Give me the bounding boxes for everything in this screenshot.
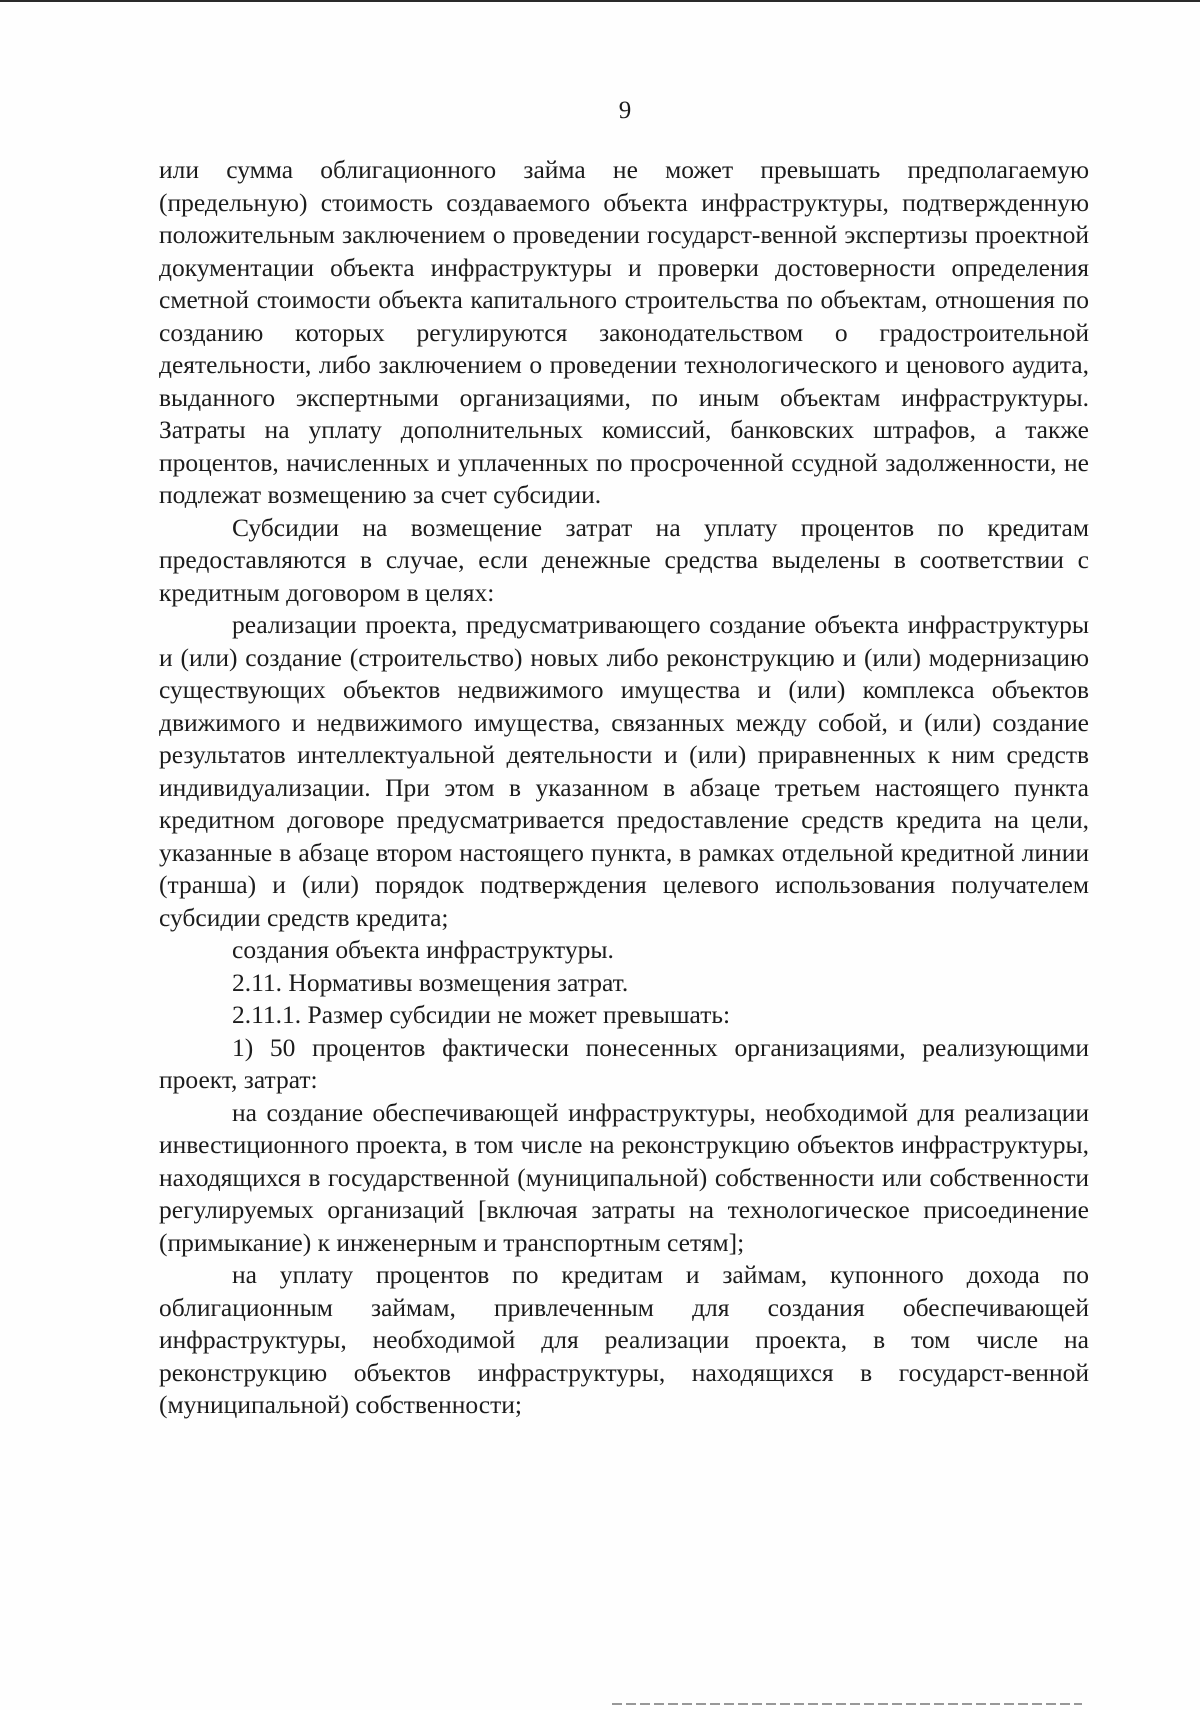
- top-edge-line: [0, 0, 1200, 2]
- paragraph-interest-payments: на уплату процентов по кредитам и займам, купонного дохода по облигационным займам, привлеченным для создания обеспечивающей инфраструктуры, необходимой для реализации проекта, в том числе на реконструкцию объектов инфраструктуры, находящихся в государст-венной (муниципальной) собственности;: [159, 1260, 1089, 1419]
- paragraph-interest-subsidy-conditions: Субсидии на возмещение затрат на уплату процентов по кредитам предоставляются в случае, если денежные средства выделены в соответствии с кредитным договором в целях:: [159, 512, 1089, 607]
- paragraph-bond-loan-limit: или сумма облигационного займа не может превышать предполагаемую (предельную) стоимость создаваемого объекта инфраструктуры, подтвержденную положительным заключением о проведении государст-венной экспертизы проектной документации объекта инфраструктуры и проверки достоверности определения сметной стоимости объекта капитального строительства по объектам, отношения по созданию которых регулируются законодательством о градостроительной деятельности, либо заключением о проведении технологического и ценового аудита, выданного экспертными организациями, по иным объектам инфраструктуры. Затраты на уплату дополнительных комиссий, банковских штрафов, а также процентов, начисленных и уплаченных по просроченной ссудной задолженности, не подлежат возмещению за счет субсидии.: [159, 155, 1089, 509]
- list-item-1: 1) 50 процентов фактически понесенных организациями, реализующими проект, затрат:: [159, 1032, 1089, 1094]
- section-heading-2-11: 2.11. Нормативы возмещения затрат.: [232, 967, 629, 997]
- section-heading-2-11-1: 2.11.1. Размер субсидии не может превышать:: [232, 1000, 731, 1029]
- paragraph-project-implementation: реализации проекта, предусматривающего создание объекта инфраструктуры и (или) создание (строительство) новых либо реконструкцию и (или) модернизацию существующих объектов недвижимого имущества и (или) комплекса объектов движимого и недвижимого имущества, связанных между собой, и (или) создание результатов интеллектуальной деятельности и (или) приравненных к ним средств индивидуализации. При этом в указанном в абзаце третьем настоящего пункта кредитном договоре предусматривается предоставление средств кредита на цели, указанные в абзаце втором настоящего пункта, в рамках отдельной кредитной линии (транша) и (или) порядок подтверждения целевого использования получателем субсидии средств кредита;: [159, 610, 1089, 932]
- page-number: 9: [618, 97, 632, 124]
- scan-artifact-line: [612, 1703, 1082, 1705]
- document-body: [159, 154, 1089, 1422]
- paragraph-infrastructure-creation: создания объекта инфраструктуры.: [232, 935, 614, 964]
- paragraph-supporting-infrastructure: на создание обеспечивающей инфраструктуры, необходимой для реализации инвестиционного проекта, в том числе на реконструкцию объектов инфраструктуры, находящихся в государственной (муниципальной) собственности или собственности регулируемых организаций [включая затраты на технологическое присоединение (примыкание) к инженерным и транспортным сетям];: [159, 1097, 1089, 1257]
